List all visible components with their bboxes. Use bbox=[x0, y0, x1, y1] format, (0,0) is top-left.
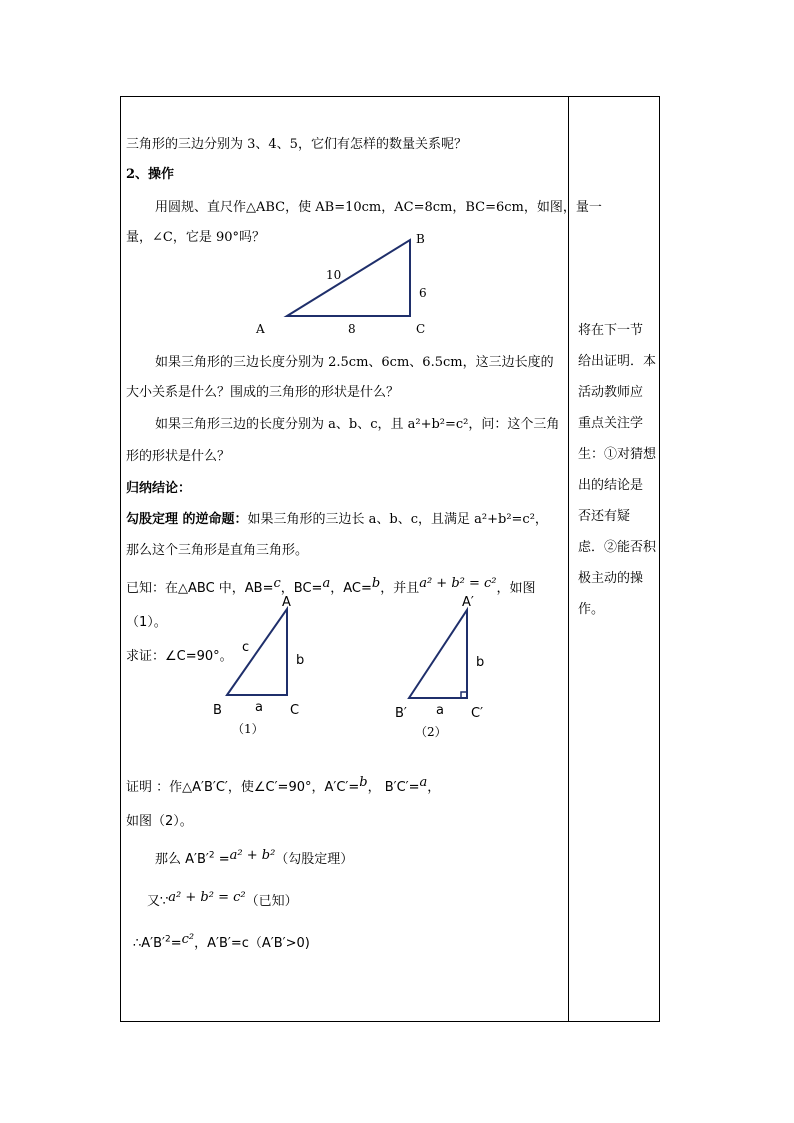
fig2-vertex-b: B′ bbox=[395, 706, 407, 721]
side-label-leg: 6 bbox=[419, 286, 427, 300]
fig1-vertex-c: C bbox=[290, 703, 300, 718]
step2-reason: （已知） bbox=[245, 894, 298, 909]
vertex-label-c: C bbox=[416, 322, 426, 336]
step2-text: 又∵ bbox=[147, 894, 169, 909]
proof-text-3: ， bbox=[427, 780, 441, 795]
fig1-side-a: a bbox=[255, 700, 263, 715]
fig2-caption: （2） bbox=[415, 725, 447, 739]
converse-title: 勾股定理 的逆命题： bbox=[126, 512, 248, 527]
teacher-note bbox=[578, 323, 658, 633]
proof-step-3 bbox=[133, 932, 310, 952]
given-equation: a² + b² = c² bbox=[419, 576, 497, 591]
teacher-note-line: 作。 bbox=[578, 602, 605, 617]
vertex-label-a: A bbox=[256, 322, 265, 336]
proof-var-b: b bbox=[359, 775, 368, 790]
question-2b: 形的形状是什么？ bbox=[126, 449, 231, 464]
fig1-side-c: c bbox=[242, 640, 250, 655]
question-1b: 大小关系是什么？围成的三角形的形状是什么？ bbox=[126, 385, 400, 400]
vertex-label-b: B bbox=[416, 232, 425, 246]
section-heading-operation: 2、操作 bbox=[126, 167, 175, 182]
teacher-note-line: 极主动的操 bbox=[578, 571, 644, 586]
proof-text-2: ， B′C′= bbox=[367, 780, 420, 795]
conclusion-heading: 归纳结论： bbox=[126, 481, 192, 496]
step3-eq-sign: = bbox=[170, 936, 182, 951]
side-label-base: 8 bbox=[348, 322, 356, 336]
operation-text-1: 用圆规、直尺作△ABC，使 AB=10cm，AC=8cm，BC=6cm，如图，量一 bbox=[155, 200, 602, 215]
fig2-vertex-c: C′ bbox=[471, 706, 484, 721]
fig2-side-a: a bbox=[436, 703, 444, 718]
converse-body-2: 那么这个三角形是直角三角形。 bbox=[126, 543, 309, 558]
fig1-vertex-b: B bbox=[213, 703, 222, 718]
fig2-side-b: b bbox=[476, 655, 485, 670]
teacher-note-line: 将在下一节 bbox=[578, 323, 644, 338]
given-text-4: ，并且 bbox=[380, 581, 420, 596]
step1-equation: a² + b² bbox=[229, 848, 276, 863]
step1-text: 那么 A′B′ bbox=[155, 852, 209, 867]
proof-line-2: 如图（2）。 bbox=[126, 814, 193, 829]
given-text-2: ，BC= bbox=[280, 581, 323, 596]
teacher-note-line: 否还有疑 bbox=[578, 509, 631, 524]
question-2a: 如果三角形三边的长度分别为 a、b、c，且 a²+b²=c²，问：这个三角 bbox=[155, 417, 560, 432]
fig1-side-b: b bbox=[296, 653, 305, 668]
proof-step-1 bbox=[155, 848, 354, 868]
teacher-note-line: 虑．②能否积 bbox=[578, 540, 657, 555]
side-label-hyp: 10 bbox=[326, 268, 342, 282]
intro-question: 三角形的三边分别为 3、4、5，它们有怎样的数量关系呢？ bbox=[126, 137, 467, 152]
given-var-a: a bbox=[322, 576, 331, 591]
fig2-vertex-a: A′ bbox=[462, 595, 474, 610]
teacher-note-line: 重点关注学 bbox=[578, 416, 644, 431]
converse-body: 如果三角形的三边长 a、b、c，且满足 a²+b²=c²， bbox=[247, 512, 548, 527]
given-var-b: b bbox=[371, 576, 381, 591]
proof-step-2 bbox=[147, 890, 298, 910]
step3-text: ∴A′B′ bbox=[133, 936, 165, 951]
given-var-c: c bbox=[273, 576, 281, 591]
step2-equation: a² + b² = c² bbox=[168, 890, 246, 905]
given-figure-ref: （1）。 bbox=[126, 615, 167, 630]
proof-var-a: a bbox=[419, 775, 428, 790]
fig1-vertex-a: A bbox=[282, 595, 291, 610]
step1-eq-sign: = bbox=[214, 852, 230, 867]
proof-text-1: 证明 ：作△A′B′C′，使∠C′=90°，A′C′= bbox=[126, 780, 360, 795]
given-text-5: ，如图 bbox=[496, 581, 536, 596]
prove-statement: 求证：∠C=90°。 bbox=[126, 649, 233, 664]
triangle-2-shape bbox=[409, 610, 467, 698]
teacher-note-line: 生：①对猜想 bbox=[578, 447, 657, 462]
teacher-note-line: 活动教师应 bbox=[578, 385, 644, 400]
step1-sup: 2 bbox=[208, 850, 215, 861]
given-text-3: ，AC= bbox=[330, 581, 372, 596]
step3-equation: c² bbox=[181, 932, 195, 947]
teacher-note-line: 给出证明．本 bbox=[578, 354, 657, 369]
question-1a: 如果三角形的三边长度分别为 2.5cm、6cm、6.5cm，这三边长度的 bbox=[155, 355, 554, 370]
step3-conclusion: ，A′B′=c（A′B′>0) bbox=[194, 936, 310, 951]
proof-line-1 bbox=[126, 775, 441, 796]
given-text-1: 已知：在△ABC 中，AB= bbox=[126, 581, 274, 596]
operation-text-2: 量，∠C，它是 90°吗？ bbox=[126, 230, 266, 245]
fig1-caption: （1） bbox=[232, 722, 264, 736]
step1-reason: （勾股定理） bbox=[275, 852, 354, 867]
step3-sup: 2 bbox=[165, 934, 171, 945]
teacher-note-line: 出的结论是 bbox=[578, 478, 644, 493]
